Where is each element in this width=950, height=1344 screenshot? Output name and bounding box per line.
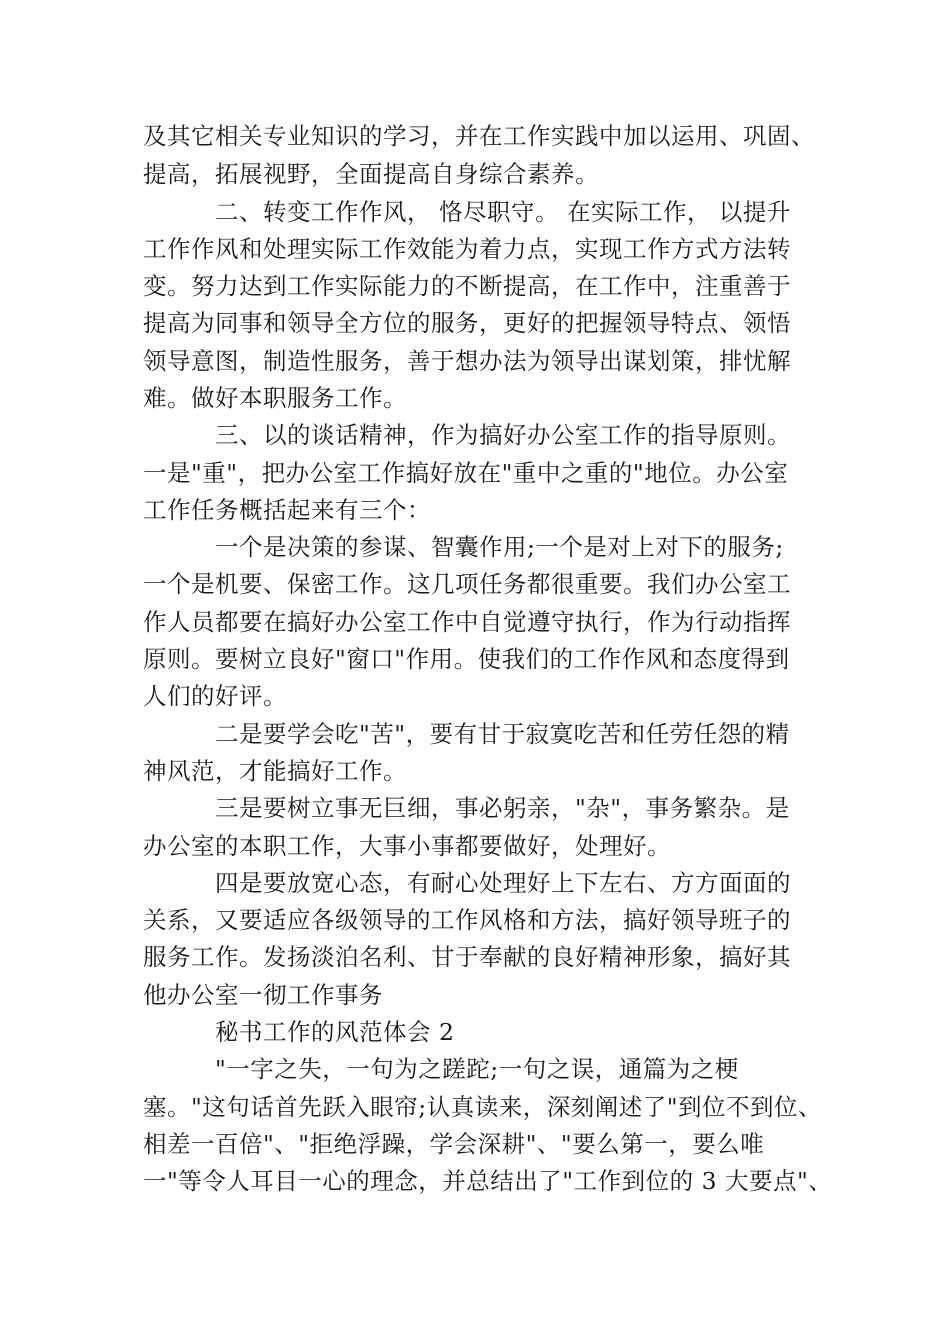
text-line: 他办公室一彻工作事务 — [143, 981, 383, 1009]
text-line: 一"等令人耳目一心的理念，并总结出了"工作到位的 3 大要点"、 — [143, 1167, 833, 1195]
text-line: 一个是决策的参谋、智囊作用;一个是对上对下的服务; — [215, 533, 784, 561]
text-line: 一是"重"，把办公室工作搞好放在"重中之重的"地位。办公室 — [143, 459, 789, 487]
text-line: 难。做好本职服务工作。 — [143, 384, 407, 412]
text-line: 神风范，才能搞好工作。 — [143, 757, 407, 785]
text-line: 二是要学会吃"苦"，要有甘于寂寞吃苦和任劳任怨的精 — [215, 720, 790, 748]
text-line: 二、转变工作作风， 恪尽职守。 在实际工作， 以提升 — [215, 198, 791, 226]
text-line: 及其它相关专业知识的学习，并在工作实践中加以运用、巩固、 — [143, 122, 815, 150]
text-line: 办公室的本职工作，大事小事都要做好，处理好。 — [143, 832, 671, 860]
text-line: 工作作风和处理实际工作效能为着力点，实现工作方式方法转 — [143, 235, 791, 263]
text-line: 塞。"这句话首先跃入眼帘;认真读来，深刻阐述了"到位不到位、 — [143, 1093, 823, 1121]
text-line: 提高为同事和领导全方位的服务，更好的把握领导特点、领悟 — [143, 309, 791, 337]
text-line: 关系，又要适应各级领导的工作风格和方法，搞好领导班子的 — [143, 906, 791, 934]
text-line: 人们的好评。 — [143, 682, 287, 710]
text-line: 服务工作。发扬淡泊名利、甘于奉献的良好精神形象，搞好其 — [143, 943, 791, 971]
text-line: 三、以的谈话精神，作为搞好办公室工作的指导原则。 — [215, 421, 791, 449]
text-line: 工作任务概括起来有三个： — [143, 496, 431, 524]
text-line: 原则。要树立良好"窗口"作用。使我们的工作作风和态度得到 — [143, 645, 790, 673]
text-line: 领导意图，制造性服务，善于想办法为领导出谋划策，排忧解 — [143, 347, 791, 375]
text-line: 提高，拓展视野，全面提高自身综合素养。 — [143, 160, 599, 188]
text-line: 三是要树立事无巨细，事必躬亲，"杂"，事务繁杂。是 — [215, 794, 790, 822]
text-line: 变。努力达到工作实际能力的不断提高，在工作中，注重善于 — [143, 272, 791, 300]
text-line: 作人员都要在搞好办公室工作中自觉遵守执行，作为行动指挥 — [143, 608, 791, 636]
text-line: 四是要放宽心态，有耐心处理好上下左右、方方面面的 — [215, 869, 791, 897]
text-line: 相差一百倍"、"拒绝浮躁，学会深耕"、"要么第一，要么唯 — [143, 1130, 765, 1158]
section-heading: 秘书工作的风范体会 2 — [215, 1018, 455, 1046]
text-line: "一字之失，一句为之蹉跎;一句之误，通篇为之梗 — [215, 1055, 739, 1083]
text-line: 一个是机要、保密工作。这几项任务都很重要。我们办公室工 — [143, 570, 791, 598]
